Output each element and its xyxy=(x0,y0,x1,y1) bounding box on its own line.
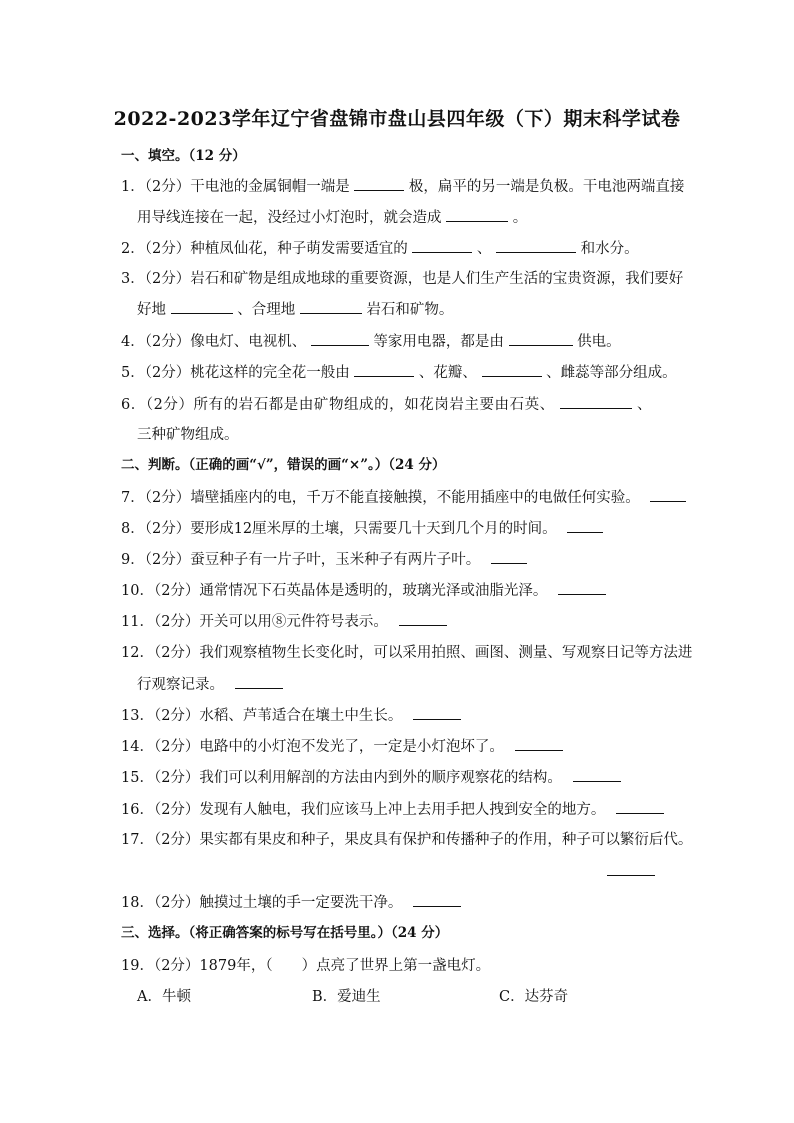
page-title: 2022-2023学年辽宁省盘锦市盘山县四年级（下）期末科学试卷 xyxy=(113,108,681,130)
q6-blank-1[interactable] xyxy=(560,394,632,409)
q1-text-b: 极，扁平的另一端是负极。干电池两端直接 xyxy=(408,179,685,195)
q14-text: 14．（2分）电路中的小灯泡不发光了，一定是小灯泡坏了。 xyxy=(121,739,504,755)
q7-answer-blank[interactable] xyxy=(650,487,686,502)
q13-text: 13．（2分）水稻、芦苇适合在壤土中生长。 xyxy=(121,708,403,724)
q16-answer-blank[interactable] xyxy=(616,799,664,814)
question-15 xyxy=(121,767,621,788)
q5-blank-2[interactable] xyxy=(482,362,542,377)
q10-answer-blank[interactable] xyxy=(558,580,606,595)
q1-text-c: 用导线连接在一起，没经过小灯泡时，就会造成 xyxy=(137,210,442,226)
q9-answer-blank[interactable] xyxy=(491,549,527,564)
section-true-false: 二、判断。（正确的画“√”，错误的画“×”。）（24 分） xyxy=(121,457,446,473)
q1-text-d: 。 xyxy=(512,210,528,226)
question-17: 17．（2分）果实都有果皮和种子，果皮具有保护和传播种子的作用，种子可以繁衍后代。 xyxy=(121,832,693,848)
q13-answer-blank[interactable] xyxy=(413,705,461,720)
q6-text-b: 、 xyxy=(637,397,653,413)
question-16 xyxy=(121,799,664,820)
q3-blank-1[interactable] xyxy=(171,299,233,314)
question-18 xyxy=(121,892,461,913)
question-2 xyxy=(121,238,639,259)
question-7 xyxy=(121,487,686,508)
q1-blank-2[interactable] xyxy=(446,207,508,222)
question-12: 12．（2分）我们观察植物生长变化时，可以采用拍照、画图、测量、写观察日记等方法进 xyxy=(121,645,693,661)
q17-answer-blank[interactable] xyxy=(607,861,655,876)
q16-text: 16．（2分）发现有人触电，我们应该马上冲上去用手把人拽到安全的地方。 xyxy=(121,802,606,818)
question-1 xyxy=(121,176,684,197)
q1-blank-1[interactable] xyxy=(354,176,404,191)
question-11 xyxy=(121,611,447,632)
question-12-cont xyxy=(137,674,283,695)
q9-text: 9．（2分）蚕豆种子有一片子叶，玉米种子有两片子叶。 xyxy=(121,552,481,568)
q12-text-b: 行观察记录。 xyxy=(137,677,224,693)
question-14 xyxy=(121,736,563,757)
q5-blank-1[interactable] xyxy=(354,362,414,377)
q5-text-c: 、雌蕊等部分组成。 xyxy=(546,365,677,381)
question-19: 19．（2分）1879年，（ ）点亮了世界上第一盏电灯。 xyxy=(121,958,491,974)
question-8 xyxy=(121,518,603,539)
q19-option-b[interactable]: B．爱迪生 xyxy=(312,989,381,1005)
q6-text-a: 6．（2分）所有的岩石都是由矿物组成的，如花岗岩主要由石英、 xyxy=(121,397,555,413)
q11-text: 11．（2分）开关可以用⑧元件符号表示。 xyxy=(121,614,388,630)
q18-text: 18．（2分）触摸过土壤的手一定要洗干净。 xyxy=(121,895,403,911)
question-5 xyxy=(121,362,677,383)
q4-blank-1[interactable] xyxy=(311,331,369,346)
q19-option-a[interactable]: A．牛顿 xyxy=(137,989,191,1005)
question-4 xyxy=(121,331,621,352)
q18-answer-blank[interactable] xyxy=(413,892,461,907)
q4-blank-2[interactable] xyxy=(509,331,573,346)
question-13 xyxy=(121,705,461,726)
q4-text-b: 等家用电器，都是由 xyxy=(373,334,504,350)
q8-text: 8．（2分）要形成12厘米厚的土壤，只需要几十天到几个月的时间。 xyxy=(121,521,557,537)
q19-option-c[interactable]: C．达芬奇 xyxy=(499,989,569,1005)
q11-answer-blank[interactable] xyxy=(399,611,447,626)
q2-text-a: 2．（2分）种植凤仙花，种子萌发需要适宜的 xyxy=(121,241,408,257)
q5-text-b: 、花瓣、 xyxy=(418,365,477,381)
q12-answer-blank[interactable] xyxy=(235,674,283,689)
q2-blank-2[interactable] xyxy=(496,238,576,253)
question-9 xyxy=(121,549,527,570)
q8-answer-blank[interactable] xyxy=(567,518,603,533)
q7-text: 7．（2分）墙壁插座内的电，千万不能直接触摸，不能用插座中的电做任何实验。 xyxy=(121,490,640,506)
question-3: 3．（2分）岩石和矿物是组成地球的重要资源，也是人们生产生活的宝贵资源，我们要好 xyxy=(121,271,684,287)
q4-text-a: 4．（2分）像电灯、电视机、 xyxy=(121,334,307,350)
q3-blank-2[interactable] xyxy=(300,299,362,314)
question-1-cont xyxy=(137,207,527,228)
question-6 xyxy=(121,394,652,415)
q10-text: 10．（2分）通常情况下石英晶体是透明的，玻璃光泽或油脂光泽。 xyxy=(121,583,548,599)
q3-text-b: 好地 xyxy=(137,302,166,318)
q15-answer-blank[interactable] xyxy=(573,767,621,782)
q2-text-c: 和水分。 xyxy=(580,241,639,257)
q15-text: 15．（2分）我们可以利用解剖的方法由内到外的顺序观察花的结构。 xyxy=(121,770,562,786)
q14-answer-blank[interactable] xyxy=(515,736,563,751)
section-multiple-choice: 三、选择。（将正确答案的标号写在括号里。）（24 分） xyxy=(121,925,449,941)
question-6-cont: 三种矿物组成。 xyxy=(137,427,239,443)
question-10 xyxy=(121,580,606,601)
question-3-cont xyxy=(137,299,453,320)
q5-text-a: 5．（2分）桃花这样的完全花一般由 xyxy=(121,365,350,381)
section-fill-in: 一、填空。（12 分） xyxy=(121,148,246,164)
q2-text-b: 、 xyxy=(476,241,492,257)
q2-blank-1[interactable] xyxy=(412,238,472,253)
q3-text-d: 岩石和矿物。 xyxy=(366,302,454,318)
q4-text-c: 供电。 xyxy=(577,334,621,350)
q1-text-a: 1．（2分）干电池的金属铜帽一端是 xyxy=(121,179,350,195)
q3-text-c: 、合理地 xyxy=(237,302,296,318)
